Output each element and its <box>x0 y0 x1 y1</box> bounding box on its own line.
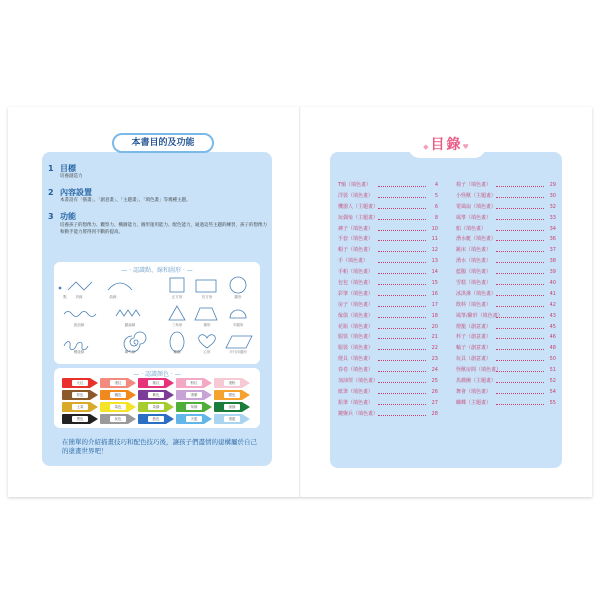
crayon-tip <box>204 402 212 412</box>
toc-leader-dots <box>496 186 544 187</box>
toc-entry-title: 紙筆（填色畫） <box>338 388 374 395</box>
crayon-tip <box>166 414 174 424</box>
shapes-card-heading: — ‧ 認識點、線和圖形 ‧ — <box>121 267 193 274</box>
heart-icon: ♥ <box>462 143 471 151</box>
toc-entry-page: 42 <box>549 301 556 308</box>
toc-entry-page: 46 <box>549 334 556 341</box>
toc-entry-title: 洋裝（填色畫） <box>338 192 374 199</box>
toc-entry-title: 舞會（填色畫） <box>456 388 492 395</box>
toc-leader-dots <box>378 317 426 318</box>
section-number: 3 <box>48 212 54 221</box>
toc-leader-dots <box>378 393 426 394</box>
crayon-swatch <box>176 414 212 424</box>
crayon-label: 橙色 <box>224 392 240 398</box>
toc-entry-title: 風箏/雞形（填色畫） <box>456 312 503 319</box>
toc-entry-page: 14 <box>431 269 438 276</box>
toc-entry[interactable] <box>338 332 438 343</box>
toc-title <box>408 132 486 158</box>
toc-entry-title: 船（填色畫） <box>456 225 487 232</box>
toc-entry-page: 17 <box>431 301 438 308</box>
toc-entry[interactable] <box>456 322 556 333</box>
crayon-label: 土黃 <box>72 404 88 410</box>
crayon-swatch <box>100 402 136 412</box>
crayon-swatch <box>176 378 212 388</box>
shape-label: 梯形 <box>203 323 211 327</box>
crayon-swatch <box>100 414 136 424</box>
crayon-label: 大紅 <box>72 380 88 386</box>
toc-entry[interactable] <box>456 398 556 409</box>
parallelogram-shape <box>226 336 252 348</box>
toc-leader-dots <box>496 328 544 329</box>
toc-entry[interactable] <box>338 180 438 191</box>
rectangle-shape <box>196 280 216 292</box>
toc-entry[interactable] <box>456 256 556 267</box>
toc-column-1 <box>338 180 438 420</box>
toc-leader-dots <box>496 360 544 361</box>
toc-leader-dots <box>496 306 544 307</box>
toc-leader-dots <box>378 349 426 350</box>
crayon-swatch <box>138 378 174 388</box>
toc-entry[interactable] <box>338 234 438 245</box>
toc-entry[interactable] <box>338 365 438 376</box>
toc-entry-title: 傢俱（填色畫） <box>338 312 374 319</box>
toc-entry-title: 風箏（填色畫） <box>456 214 492 221</box>
toc-entry-title: 手（填色畫） <box>338 258 369 265</box>
toc-entry[interactable] <box>456 180 556 191</box>
toc-entry-page: 38 <box>549 258 556 265</box>
toc-entry-page: 6 <box>434 203 438 210</box>
crayon-swatch <box>176 390 212 400</box>
toc-entry[interactable] <box>456 354 556 365</box>
shape-label: 螺旋線 <box>73 350 85 354</box>
heart-shape <box>199 335 216 348</box>
toc-entry[interactable] <box>338 311 438 322</box>
toc-entry-title: 怪獸房間（填色畫） <box>456 367 502 374</box>
toc-entry-page: 50 <box>549 356 556 363</box>
crayon-swatch <box>100 390 136 400</box>
toc-entry[interactable] <box>338 300 438 311</box>
toc-leader-dots <box>378 284 426 285</box>
semicircle-shape <box>230 310 246 318</box>
shape-label: 點 <box>63 295 67 299</box>
crayon-tip <box>90 378 98 388</box>
toc-entry-page: 33 <box>549 214 556 221</box>
toc-leader-dots <box>378 273 426 274</box>
toc-entry-title: 潛水（填色畫） <box>456 258 492 265</box>
toc-entry-title: 鉛筆（填色畫） <box>338 399 374 406</box>
toc-entry-title: 杯子（創意畫） <box>456 334 492 341</box>
crayon-label: 桃紅 <box>148 380 164 386</box>
toc-entry-page: 39 <box>549 269 556 276</box>
toc-entry[interactable] <box>456 289 556 300</box>
toc-entry[interactable] <box>456 387 556 398</box>
toc-entry[interactable] <box>456 332 556 343</box>
toc-entry-page: 5 <box>434 192 438 199</box>
toc-entry[interactable] <box>338 354 438 365</box>
toc-entry[interactable] <box>456 300 556 311</box>
toc-entry[interactable] <box>338 387 438 398</box>
toc-entry-title: 手帕（填色畫） <box>338 269 374 276</box>
shape-label: 圓形 <box>234 295 242 299</box>
toc-entry-page: 36 <box>549 236 556 243</box>
section-heading: 功能 <box>60 212 76 221</box>
toc-leader-dots <box>496 262 544 263</box>
crayon-tip <box>128 414 136 424</box>
toc-leader-dots <box>378 382 426 383</box>
crayon-label: 深綠 <box>224 404 240 410</box>
toc-entry-title: 馬戲團（主題畫） <box>456 378 497 385</box>
shape-label: 曲線 <box>109 295 117 299</box>
toc-entry-page: 24 <box>431 367 438 374</box>
toc-leader-dots <box>496 251 544 252</box>
toc-entry[interactable] <box>456 267 556 278</box>
toc-entry-title: 飲料（填色畫） <box>456 301 492 308</box>
crayon-tip <box>166 402 174 412</box>
section-1-text: 培養創造力 <box>60 174 83 179</box>
crayon-swatch <box>62 414 98 424</box>
crayon-swatch <box>62 402 98 412</box>
curve-shape <box>108 283 132 290</box>
toc-entry-page: 34 <box>549 225 556 232</box>
toc-entry[interactable] <box>456 202 556 213</box>
toc-leader-dots <box>378 208 426 209</box>
toc-leader-dots <box>378 230 426 231</box>
toc-entry[interactable] <box>338 191 438 202</box>
crayon-label: 天藍 <box>186 416 202 422</box>
toc-leader-dots <box>378 415 426 416</box>
toc-entry-title: 跳床（填色畫） <box>456 247 492 254</box>
toc-entry[interactable] <box>338 278 438 289</box>
toc-entry-title: 帽子（填色畫） <box>338 247 374 254</box>
shape-label: 橢圓 <box>173 350 181 354</box>
crayon-label: 藍色 <box>148 416 164 422</box>
toc-entry[interactable] <box>338 213 438 224</box>
toc-leader-dots <box>378 240 426 241</box>
toc-entry[interactable] <box>456 213 556 224</box>
crayon-swatch <box>138 390 174 400</box>
toc-leader-dots <box>496 382 544 383</box>
toc-leader-dots <box>496 295 544 296</box>
toc-leader-dots <box>496 349 544 350</box>
section-2-text: 本書設有「描畫」、「創意畫」、「主題畫」、「填色畫」等幾種主題。 <box>60 198 191 203</box>
section-number: 2 <box>48 188 54 197</box>
toc-entry[interactable] <box>338 376 438 387</box>
crayon-tip <box>128 402 136 412</box>
toc-entry[interactable] <box>456 224 556 235</box>
toc-entry-page: 21 <box>431 334 438 341</box>
toc-entry-title: 花瓶（填色畫） <box>338 323 374 330</box>
toc-leader-dots <box>378 306 426 307</box>
toc-entry-title: 燈籠（創意畫） <box>456 323 492 330</box>
crayon-tip <box>166 390 174 400</box>
toc-entry[interactable] <box>338 202 438 213</box>
toc-entry-title: 冰淇淋（填色畫） <box>456 290 497 297</box>
toc-entry-page: 40 <box>549 280 556 287</box>
toc-entry-page: 37 <box>549 247 556 254</box>
toc-entry[interactable] <box>456 191 556 202</box>
toc-leader-dots <box>378 262 426 263</box>
toc-entry-page: 4 <box>434 182 438 188</box>
toc-entry[interactable] <box>338 398 438 409</box>
shape-label: 半圓形 <box>232 323 244 327</box>
toc-entry-title: 雪糕（填色畫） <box>456 280 492 287</box>
toc-entry[interactable] <box>338 343 438 354</box>
toc-entry-page: 16 <box>431 290 438 297</box>
toc-entry-title: T恤（填色畫） <box>338 182 372 188</box>
square-shape <box>170 278 184 292</box>
toc-entry-title: 小怪獸（主題畫） <box>456 192 497 199</box>
toc-entry[interactable] <box>456 376 556 387</box>
point-shape <box>59 287 61 289</box>
toc-entry-page: 22 <box>431 345 438 352</box>
crayon-tip <box>204 414 212 424</box>
toc-entry-page: 26 <box>431 388 438 395</box>
crayon-tip <box>242 390 250 400</box>
toc-leader-dots <box>378 338 426 339</box>
toc-entry-page: 12 <box>431 247 438 254</box>
circle-shape <box>230 277 246 293</box>
section-3-heading <box>48 211 76 222</box>
crayon-tip <box>128 378 136 388</box>
shape-label: 長方形 <box>201 295 213 299</box>
toc-leader-dots <box>496 230 544 231</box>
toc-entry[interactable] <box>338 289 438 300</box>
crayon-tip <box>166 378 174 388</box>
toc-entry[interactable] <box>338 256 438 267</box>
triangle-shape <box>169 306 185 320</box>
toc-entry-title: 褲子（填色畫） <box>338 225 374 232</box>
colors-card-heading: — ‧ 認識顏色 ‧ — <box>133 371 181 378</box>
colors-heading-text: 認識顏色 <box>144 371 169 378</box>
toc-entry-title: 彩筆（填色畫） <box>338 290 374 297</box>
toc-entry[interactable] <box>338 409 438 420</box>
toc-entry[interactable] <box>456 278 556 289</box>
crayon-tip <box>242 414 250 424</box>
toc-leader-dots <box>496 284 544 285</box>
toc-leader-dots <box>496 273 544 274</box>
toc-entry-title: 機器人（主題畫） <box>338 203 379 210</box>
toc-entry-title: 服裝（填色畫） <box>338 345 374 352</box>
toc-entry-page: 32 <box>549 203 556 210</box>
crayon-swatch <box>214 390 250 400</box>
toc-entry-page: 28 <box>431 410 438 417</box>
heart-icon: ◆ <box>423 143 431 151</box>
section-heading: 目標 <box>60 164 76 173</box>
polyline-shape <box>68 282 92 290</box>
shape-label: 蝸牛線 <box>124 350 136 354</box>
toc-entry[interactable] <box>338 267 438 278</box>
shape-label: 心形 <box>203 350 211 354</box>
crayon-label: 橘色 <box>110 392 126 398</box>
crayon-label: 粉紅 <box>186 380 202 386</box>
toc-leader-dots <box>378 251 426 252</box>
toc-leader-dots <box>378 328 426 329</box>
toc-entry-page: 8 <box>434 214 438 221</box>
toc-leader-dots <box>496 393 544 394</box>
toc-leader-dots <box>496 219 544 220</box>
toc-leader-dots <box>496 317 544 318</box>
toc-entry-page: 25 <box>431 378 438 385</box>
toc-entry-page: 43 <box>549 312 556 319</box>
shape-label: 波浪線 <box>73 323 85 327</box>
toc-leader-dots <box>378 371 426 372</box>
toc-entry-title: 蝴蝶（主題畫） <box>456 399 492 406</box>
crayon-label: 棕色 <box>72 392 88 398</box>
shapes-illustration <box>54 274 260 362</box>
shapes-heading-text: 認識點、線和圖形 <box>132 267 181 274</box>
toc-entry[interactable] <box>456 234 556 245</box>
toc-leader-dots <box>378 404 426 405</box>
toc-leader-dots <box>378 197 426 198</box>
toc-entry-title: 包包（填色畫） <box>338 280 374 287</box>
crayon-label: 黃綠 <box>148 404 164 410</box>
toc-leader-dots <box>496 197 544 198</box>
section-number: 1 <box>48 164 54 173</box>
toc-entry[interactable] <box>456 245 556 256</box>
toc-entry-title: 房子（填色畫） <box>338 301 374 308</box>
crayon-label: 紫色 <box>148 392 164 398</box>
toc-leader-dots <box>378 219 426 220</box>
crayon-label: 黃色 <box>110 404 126 410</box>
crayon-swatch <box>138 402 174 412</box>
toc-entry-page: 30 <box>549 192 556 199</box>
crayon-tip <box>128 390 136 400</box>
toc-entry-page: 11 <box>431 236 438 243</box>
shape-label: 正方形 <box>171 295 183 299</box>
toc-entry-page: 18 <box>431 312 438 319</box>
toc-entry-page: 48 <box>549 345 556 352</box>
toc-entry-title: 藍鵝（填色畫） <box>456 269 492 276</box>
toc-entry-title: 服裝（填色畫） <box>338 334 374 341</box>
toc-entry[interactable] <box>456 365 556 376</box>
book-spine <box>299 107 301 497</box>
toc-entry-page: 54 <box>549 388 556 395</box>
toc-entry-page: 41 <box>549 290 556 297</box>
shape-label: 平行四邊形 <box>229 350 247 354</box>
toc-entry-title: 玩具（創意畫） <box>456 356 492 363</box>
toc-leader-dots <box>496 404 544 405</box>
crayon-swatch <box>100 378 136 388</box>
trapezoid-shape <box>195 308 217 320</box>
crayon-tip <box>204 390 212 400</box>
snail-spiral-shape <box>124 332 146 352</box>
crayon-label: 草綠 <box>186 404 202 410</box>
crayon-label: 淺紅 <box>110 380 126 386</box>
toc-leader-dots <box>378 295 426 296</box>
toc-entry[interactable] <box>338 245 438 256</box>
toc-entry-page: 23 <box>431 356 438 363</box>
purpose-title: 本書目的及功能 <box>112 133 214 153</box>
wave-shape <box>64 312 96 317</box>
toc-entry[interactable] <box>456 343 556 354</box>
toc-entry-title: 鍵盤兵（填色畫） <box>338 410 379 417</box>
ellipse-shape <box>170 332 184 352</box>
toc-leader-dots <box>496 240 544 241</box>
toc-entry-page: 29 <box>549 182 556 188</box>
toc-entry-page: 20 <box>431 323 438 330</box>
shape-label: 鋸齒線 <box>124 323 136 327</box>
purpose-footer: 在簡單的介紹描畫技巧和配色技巧後，讓孩子們盡情的建構屬於自己的塗畫世界吧！ <box>62 438 257 455</box>
toc-leader-dots <box>496 208 544 209</box>
toc-entry-page: 51 <box>549 367 556 374</box>
crayon-tip <box>90 414 98 424</box>
crayon-swatch <box>214 402 250 412</box>
crayon-swatch <box>138 414 174 424</box>
toc-leader-dots <box>378 186 426 187</box>
toc-entry-title: 椅子（填色畫） <box>456 182 492 188</box>
toc-leader-dots <box>378 360 426 361</box>
zigzag-shape <box>116 310 140 316</box>
crayon-swatch <box>62 390 98 400</box>
toc-entry-page: 55 <box>549 399 556 406</box>
toc-entry[interactable] <box>338 224 438 235</box>
toc-column-2 <box>456 180 556 409</box>
toc-entry-title: 潛水艇（填色畫） <box>456 236 497 243</box>
toc-entry-page: 10 <box>431 225 438 232</box>
crayon-label: 黑色 <box>72 416 88 422</box>
crayon-tip <box>242 378 250 388</box>
crayon-swatch <box>214 378 250 388</box>
crayon-swatch <box>62 378 98 388</box>
crayon-tip <box>90 402 98 412</box>
toc-entry-title: 加油票（填色畫） <box>338 378 379 385</box>
toc-leader-dots <box>496 371 544 372</box>
section-heading: 內容設置 <box>60 188 92 197</box>
crayon-swatch <box>214 414 250 424</box>
crayon-label: 淺藍 <box>224 416 240 422</box>
toc-entry-title: 玩偶兔（主題畫） <box>338 214 379 221</box>
crayon-swatch <box>176 402 212 412</box>
toc-entry-title: 春卷（填色畫） <box>338 367 374 374</box>
toc-title-text: 目錄 <box>430 137 463 153</box>
section-3-text: 培養孩子的想像力、觀察力、構圖能力、圖形運用能力、配色能力，通過這些主題的練習，孩子的想像力和動手能力將得到不斷的提高。 <box>60 223 267 235</box>
shape-label: 折線 <box>75 295 83 299</box>
crayon-tip <box>204 378 212 388</box>
crayon-label: 淺紫 <box>186 392 202 398</box>
toc-entry-page: 45 <box>549 323 556 330</box>
toc-entry-title: 輪子（創意畫） <box>456 345 492 352</box>
toc-entry-title: 燈具（填色畫） <box>338 356 374 363</box>
crayon-tip <box>90 390 98 400</box>
crayon-label: 灰色 <box>110 416 126 422</box>
toc-entry[interactable] <box>456 311 556 322</box>
toc-entry-page: 27 <box>431 399 438 406</box>
spiral-line-shape <box>64 342 88 350</box>
toc-leader-dots <box>496 338 544 339</box>
toc-entry-page: 13 <box>431 258 438 265</box>
crayon-tip <box>242 402 250 412</box>
shape-label: 三角形 <box>171 323 183 327</box>
crayon-label: 淺粉 <box>224 380 240 386</box>
toc-entry-title: 手套（填色畫） <box>338 236 374 243</box>
toc-entry-page: 15 <box>431 280 438 287</box>
toc-entry-title: 電風扇（填色畫） <box>456 203 497 210</box>
toc-entry[interactable] <box>338 322 438 333</box>
toc-entry-page: 52 <box>549 378 556 385</box>
